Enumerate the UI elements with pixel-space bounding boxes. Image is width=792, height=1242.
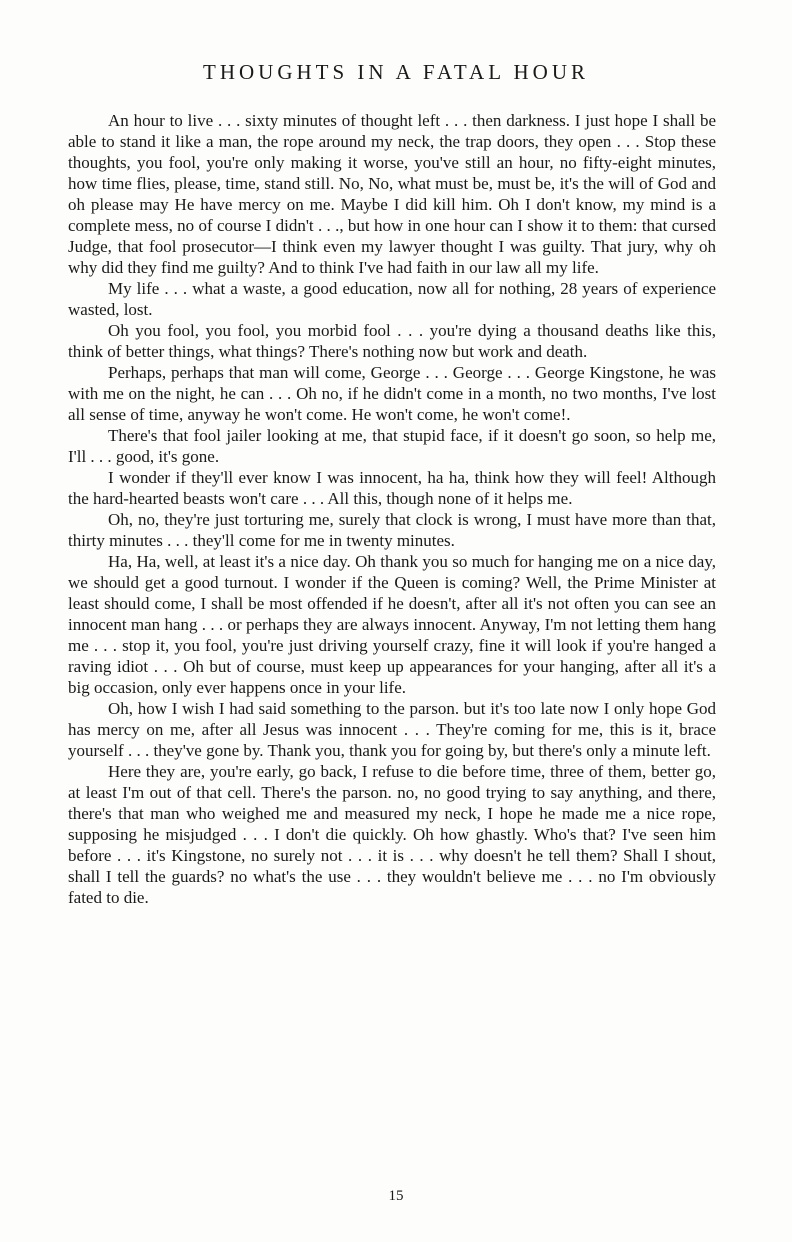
paragraph: Perhaps, perhaps that man will come, George . . . George . . . George Kingstone, he was with me on the night, he can . . . Oh no, if he didn't come in a month, no two months, I've lost all sense of time, anyway he won't come. He won't come, he won't come!. (68, 363, 716, 424)
story-body (68, 110, 716, 908)
paragraph: Oh, no, they're just torturing me, surely that clock is wrong, I must have more than that, thirty minutes . . . they'll come for me in twenty minutes. (68, 510, 716, 550)
paragraph: There's that fool jailer looking at me, that stupid face, if it doesn't go soon, so help me, I'll . . . good, it's gone. (68, 426, 716, 466)
paragraph: Ha, Ha, well, at least it's a nice day. Oh thank you so much for hanging me on a nice day, we should get a good turnout. I wonder if the Queen is coming? Well, the Prime Minister at least should come, I shall be most offended if he doesn't, after all it's not often you can see an innocent man hang . . . or perhaps they are always innocent. Anyway, I'm not letting them hang me . . . stop it, you fool, you're just driving yourself crazy, fine it will look if you're hanged a raving idiot . . . Oh but of course, must keep up appearances for your hanging, after all it's a big occasion, only ever happens once in your life. (68, 552, 716, 697)
page-number: 15 (388, 1188, 404, 1204)
paragraph: Here they are, you're early, go back, I refuse to die before time, three of them, better go, at least I'm out of that cell. There's the parson. no, no good trying to say anything, and there, there's that man who weighed me and measured my neck, I hope he made me a nice rope, supposing he misjudged . . . I don't die quickly. Oh how ghastly. Who's that? I've seen him before . . . it's Kingstone, no surely not . . . it is . . . why doesn't he tell them? Shall I shout, shall I tell the guards? no what's the use . . . they wouldn't believe me . . . no I'm obviously fated to die. (68, 762, 716, 907)
paragraph: I wonder if they'll ever know I was innocent, ha ha, think how they will feel! Although the hard-hearted beasts won't care . . . All this, though none of it helps me. (68, 468, 716, 508)
paragraph: Oh, how I wish I had said something to the parson. but it's too late now I only hope God has mercy on me, after all Jesus was innocent . . . They're coming for me, this is it, brace yourself . . . they've gone by. Thank you, thank you for going by, but there's only a minute left. (68, 699, 716, 760)
page-title: THOUGHTS IN A FATAL HOUR (203, 60, 589, 84)
paragraph: Oh you fool, you fool, you morbid fool . . . you're dying a thousand deaths like this, think of better things, what things? There's nothing now but work and death. (68, 321, 716, 361)
paragraph: My life . . . what a waste, a good education, now all for nothing, 28 years of experience wasted, lost. (68, 279, 716, 319)
paragraph: An hour to live . . . sixty minutes of thought left . . . then darkness. I just hope I shall be able to stand it like a man, the rope around my neck, the trap doors, they open . . . Stop these thoughts, you fool, you're only making it worse, you've still an hour, no fifty-eight minutes, how time flies, please, time, stand still. No, No, what must be, must be, it's the will of God and oh please may He have mercy on me. Maybe I did kill him. Oh I don't know, my mind is a complete mess, no of course I didn't . . ., but how in one hour can I show it to them: that cursed Judge, that fool prosecutor—I think even my lawyer thought I was guilty. That jury, why oh why did they find me guilty? And to think I've had faith in our law all my life. (68, 111, 716, 277)
